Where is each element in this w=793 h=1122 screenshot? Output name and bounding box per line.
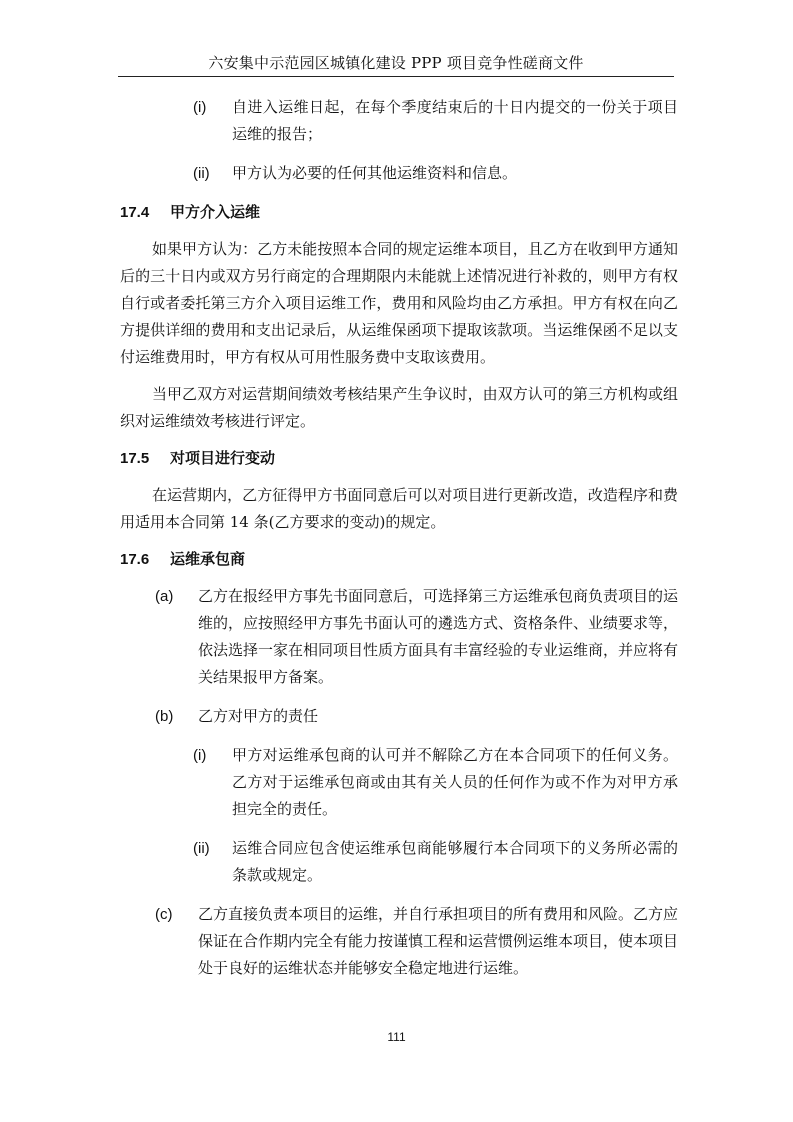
section-title: 运维承包商: [170, 551, 246, 568]
list-item-text: 自进入运维日起，在每个季度结束后的十日内提交的一份关于项目运维的报告；: [232, 98, 678, 143]
list-marker: (b): [155, 708, 174, 725]
section-heading-17-5: [120, 445, 678, 472]
list-item: [120, 835, 678, 889]
list-item-text: 乙方直接负责本项目的运维，并自行承担项目的所有费用和风险。乙方应保证在合作期内完全有能力按谨慎工程和运营惯例运维本项目，使本项目处于良好的运维状态并能够安全稳定地进行运维。: [198, 905, 679, 977]
list-item: [120, 742, 678, 823]
section-number: 17.5: [120, 450, 150, 467]
list-item: [120, 703, 678, 730]
list-marker: (a): [155, 588, 174, 605]
list-item: [120, 901, 678, 982]
header-divider: [118, 76, 674, 77]
list-item-text: 运维合同应包含使运维承包商能够履行本合同项下的义务所必需的条款或规定。: [232, 839, 678, 884]
paragraph: 在运营期内，乙方征得甲方书面同意后可以对项目进行更新改造，改造程序和费用适用本合同第 14 条(乙方要求的变动)的规定。: [120, 486, 678, 531]
list-item: [120, 160, 678, 187]
document-body: [120, 94, 678, 994]
list-marker: (ii): [193, 165, 210, 182]
list-item-text: 乙方在报经甲方事先书面同意后，可选择第三方运维承包商负责项目的运维的，应按照经甲方事先书面认可的遴选方式、资格条件、业绩要求等，依法选择一家在相同项目性质方面具有丰富经验的专业运维商，并应将有关结果报甲方备案。: [198, 587, 679, 686]
list-marker: (c): [155, 906, 173, 923]
list-item-text: 甲方认为必要的任何其他运维资料和信息。: [232, 164, 518, 182]
section-heading-17-6: [120, 546, 678, 573]
section-title: 甲方介入运维: [170, 204, 261, 221]
list-marker: (i): [193, 99, 207, 116]
page-header-title: 六安集中示范园区城镇化建设 PPP 项目竞争性磋商文件: [208, 54, 584, 72]
paragraph: 当甲乙双方对运营期间绩效考核结果产生争议时，由双方认可的第三方机构或组织对运维绩效考核进行评定。: [120, 385, 678, 430]
section-heading-17-4: [120, 199, 678, 226]
list-item-text: 乙方对甲方的责任: [198, 707, 319, 725]
paragraph: 如果甲方认为：乙方未能按照本合同的规定运维本项目，且乙方在收到甲方通知后的三十日内或双方另行商定的合理期限内未能就上述情况进行补救的，则甲方有权自行或者委托第三方介入项目运维工作，费用和风险均由乙方承担。甲方有权在向乙方提供详细的费用和支出记录后，从运维保函项下提取该款项。当运维保函不足以支付运维费用时，甲方有权从可用性服务费中支取该费用。: [120, 240, 678, 366]
list-item: [120, 94, 678, 148]
section-number: 17.4: [120, 204, 150, 221]
list-marker: (ii): [193, 840, 210, 857]
section-title: 对项目进行变动: [170, 450, 276, 467]
list-item-text: 甲方对运维承包商的认可并不解除乙方在本合同项下的任何义务。乙方对于运维承包商或由其有关人员的任何作为或不作为对甲方承担完全的责任。: [232, 746, 678, 818]
list-item: [120, 583, 678, 691]
page-number: 111: [387, 1030, 406, 1044]
section-number: 17.6: [120, 551, 150, 568]
list-marker: (i): [193, 747, 207, 764]
